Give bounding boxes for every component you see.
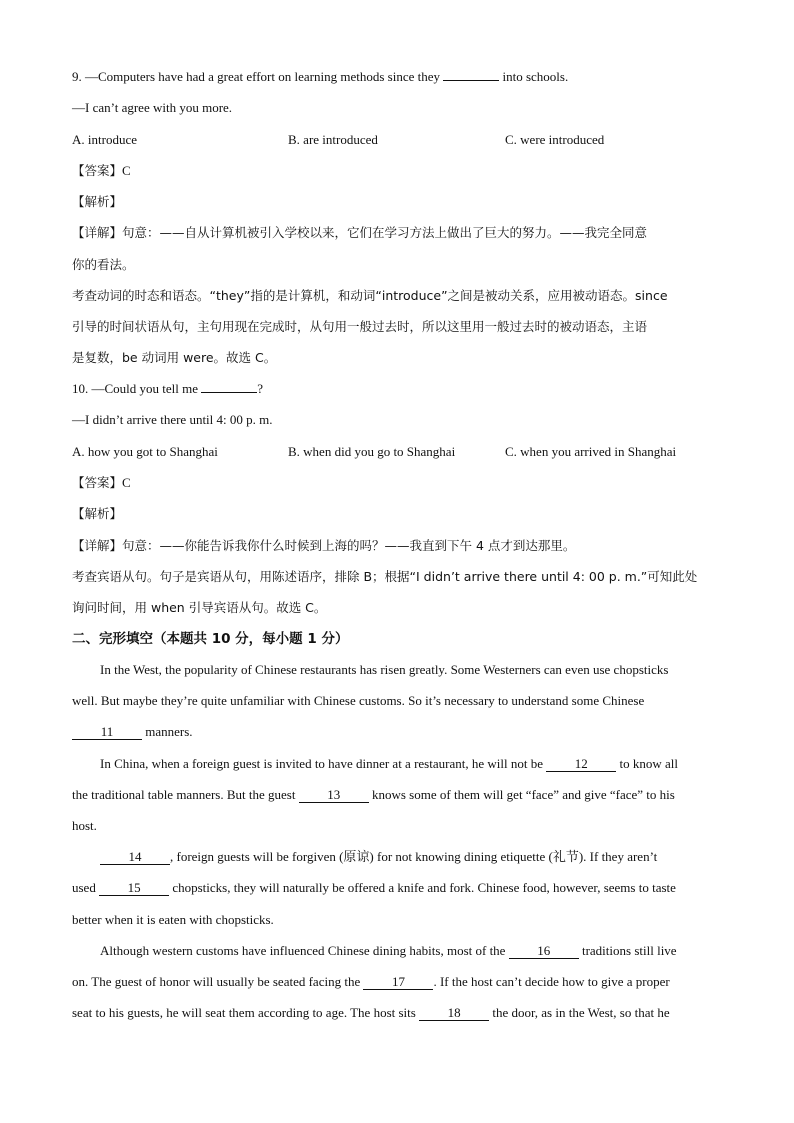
q10-stem-end: ? xyxy=(257,381,264,396)
passage-p3-line-3: better when it is eaten with chopsticks. xyxy=(72,912,274,927)
q10-option-a: A. how you got to Shanghai xyxy=(72,444,218,459)
passage-p3-line-1 xyxy=(100,848,657,866)
passage-p1-end: manners. xyxy=(145,724,193,739)
q10-answer xyxy=(72,474,131,492)
q9-detail-line-2: 你的看法。 xyxy=(72,257,135,272)
passage-p3-line-2 xyxy=(72,879,676,897)
q10-option-c: C. when you arrived in Shanghai xyxy=(505,444,677,459)
q9-detail-line-4: 引导的时间状语从句，主句用现在完成时，从句用一般过去时，所以这里用一般过去时的被动语态，主语 xyxy=(72,319,648,334)
q9-stem-end: into schools. xyxy=(502,69,569,84)
blank-14: 14 xyxy=(100,850,170,865)
blank-16: 16 xyxy=(509,944,579,959)
passage-p2-line-2 xyxy=(72,786,675,804)
q10-detail-text-1: 句意：——你能告诉我你什么时候到上海的吗？——我直到下午 4 点才到达那里。 xyxy=(122,538,576,553)
passage-p4-text-2a: on. The guest of honor will usually be seated facing the xyxy=(72,974,361,989)
blank-12: 12 xyxy=(546,757,616,772)
passage-p4-line-1 xyxy=(100,942,677,960)
q9-detail-line-5: 是复数，be 动词用 were。故选 C。 xyxy=(72,350,277,365)
passage-p3-text-1: , foreign guests will be forgiven (原谅) for not knowing dining etiquette (礼节). If they aren’t xyxy=(170,849,658,864)
q9-detail-text-1: 句意：——自从计算机被引入学校以来，它们在学习方法上做出了巨大的努力。——我完全同意 xyxy=(122,225,648,240)
passage-p4-text-1b: traditions still live xyxy=(581,943,677,958)
q9-detail-tag: 【详解】 xyxy=(72,225,123,240)
passage-p1-line-1: In the West, the popularity of Chinese restaurants has risen greatly. Some Westerners can even use chopsticks xyxy=(100,662,669,677)
passage-p4-text-2b: . If the host can’t decide how to give a proper xyxy=(433,974,670,989)
q10-reply: —I didn’t arrive there until 4: 00 p. m. xyxy=(72,412,273,427)
q9-answer-value: C xyxy=(122,163,131,178)
q9-answer-tag: 【答案】 xyxy=(72,163,123,178)
section-heading: 二、完形填空（本题共 10 分，每小题 1 分） xyxy=(72,631,349,647)
q10-stem xyxy=(72,380,263,398)
q10-option-b: B. when did you go to Shanghai xyxy=(288,444,456,459)
q10-analysis-tag: 【解析】 xyxy=(72,506,123,521)
q10-detail-line-2: 考查宾语从句。句子是宾语从句，用陈述语序，排除 B；根据“I didn’t arrive there until 4: 00 p. m.”可知此处 xyxy=(72,569,698,584)
q9-blank xyxy=(443,80,499,81)
passage-p2-text-2b: knows some of them will get “face” and give “face” to his xyxy=(371,787,675,802)
q10-stem-text: 10. —Could you tell me xyxy=(72,381,199,396)
blank-11: 11 xyxy=(72,725,142,740)
q9-stem-text: 9. —Computers have had a great effort on learning methods since they xyxy=(72,69,440,84)
q9-detail-line-3: 考查动词的时态和语态。“they”指的是计算机，和动词“introduce”之间是被动关系，应用被动语态。since xyxy=(72,288,668,303)
q9-stem xyxy=(72,68,568,86)
q10-answer-value: C xyxy=(122,475,131,490)
q9-detail-line-1 xyxy=(72,224,647,242)
q10-detail-line-3: 询问时间，用 when 引导宾语从句。故选 C。 xyxy=(72,600,327,615)
passage-p2-text-2a: the traditional table manners. But the guest xyxy=(72,787,296,802)
passage-p4-line-2 xyxy=(72,973,670,991)
passage-p2-text-1a: In China, when a foreign guest is invited to have dinner at a restaurant, he will not be xyxy=(100,756,543,771)
passage-p1-line-3 xyxy=(72,723,193,741)
q9-option-c: C. were introduced xyxy=(505,132,605,147)
passage-p4-text-1a: Although western customs have influenced Chinese dining habits, most of the xyxy=(100,943,506,958)
passage-p2-text-1b: to know all xyxy=(619,756,678,771)
passage-p1-line-2: well. But maybe they’re quite unfamiliar with Chinese customs. So it’s necessary to understand some Chinese xyxy=(72,693,645,708)
blank-15: 15 xyxy=(99,881,169,896)
passage-p2-line-3: host. xyxy=(72,818,97,833)
passage-p4-line-3 xyxy=(72,1004,670,1022)
q10-blank xyxy=(201,392,257,393)
q10-detail-line-1 xyxy=(72,537,575,555)
q9-option-b: B. are introduced xyxy=(288,132,378,147)
passage-p3-text-2a: used xyxy=(72,880,96,895)
q9-reply: —I can’t agree with you more. xyxy=(72,100,233,115)
passage-p3-text-2b: chopsticks, they will naturally be offered a knife and fork. Chinese food, however, seems to taste xyxy=(172,880,676,895)
q9-option-a: A. introduce xyxy=(72,132,137,147)
passage-p2-line-1 xyxy=(100,755,678,773)
q9-analysis-tag: 【解析】 xyxy=(72,194,123,209)
blank-18: 18 xyxy=(419,1006,489,1021)
passage-p4-text-3b: the door, as in the West, so that he xyxy=(492,1005,670,1020)
blank-13: 13 xyxy=(299,788,369,803)
passage-p4-text-3a: seat to his guests, he will seat them according to age. The host sits xyxy=(72,1005,416,1020)
q9-answer xyxy=(72,162,131,180)
q10-answer-tag: 【答案】 xyxy=(72,475,123,490)
q10-detail-tag: 【详解】 xyxy=(72,538,123,553)
blank-17: 17 xyxy=(363,975,433,990)
